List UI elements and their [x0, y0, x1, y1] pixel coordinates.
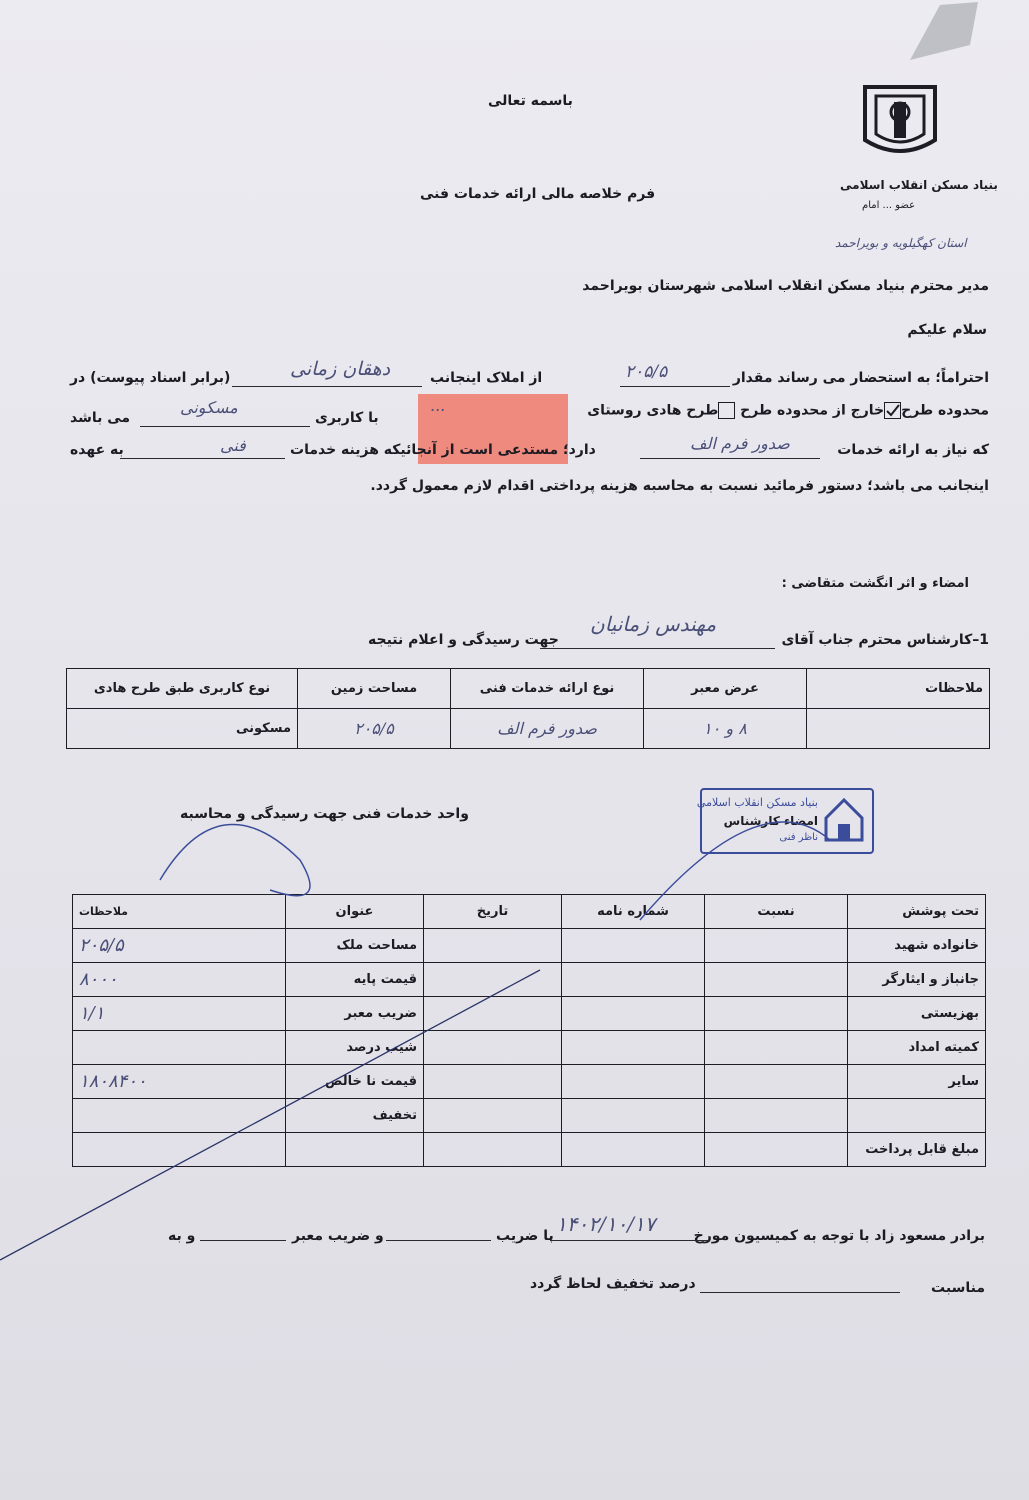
table2-left-label: مبلغ قابل پرداخت: [848, 1133, 986, 1167]
land-info-table: [66, 668, 990, 749]
line3-cost-field[interactable]: [120, 458, 285, 459]
bismillah: باسمه تعالی: [488, 93, 573, 109]
footer-line1-b: با ضریب: [496, 1228, 554, 1244]
commission-date-value: ۱۴۰۲/۱۰/۱۷: [556, 1212, 656, 1236]
table1-cell: ۲۰۵/۵: [298, 709, 451, 749]
table2-mid-label: ضریب معبر: [286, 997, 424, 1031]
logo-province: استان کهگیلویه و بویراحمد: [835, 236, 967, 250]
table2-header: تاریخ: [424, 895, 562, 929]
table2-left-label: خانواده شهید: [848, 929, 986, 963]
checkbox-rural-plan[interactable]: [718, 402, 735, 419]
reason-field[interactable]: [700, 1292, 900, 1293]
line2-village-value: ...: [430, 396, 446, 415]
footer-line1-a: برادر مسعود زاد با توجه به کمیسیون مورخ: [693, 1228, 985, 1244]
table2-mid-label: مساحت ملک: [286, 929, 424, 963]
line1-owner-value: دهقان زمانی: [290, 358, 391, 380]
table2-mid-label: شیب درصد: [286, 1031, 424, 1065]
line2-text-e: می باشد: [70, 410, 131, 426]
line3-text-a: که نیاز به ارائه خدمات: [837, 442, 989, 458]
stamp-text: بنیاد مسکن انقلاب اسلامی: [696, 796, 818, 809]
checkbox-outside-area[interactable]: [884, 402, 901, 419]
table1-cell: صدور فرم الف: [451, 709, 644, 749]
table1-cell: ۸ و ۱۰: [644, 709, 807, 749]
table2-header: ملاحظات: [73, 895, 286, 929]
line2-text-d: با کاربری: [315, 410, 379, 426]
foundation-logo-icon: [860, 82, 940, 162]
line1-text-a: احتراماً؛ به استحضار می رساند مقدار: [732, 370, 989, 386]
line1-text-b: از املاک اینجانب: [430, 370, 543, 386]
line1-amount-field[interactable]: [620, 386, 730, 387]
table2-mid-label: قیمت پایه: [286, 963, 424, 997]
signature-scrawls: [0, 740, 1029, 1280]
line2-usage-value: مسکونی: [180, 398, 238, 417]
table2-mid-label: قیمت نا خالص: [286, 1065, 424, 1099]
stamp-label: امضاء کارشناس: [723, 814, 818, 828]
expert-line-suffix: جهت رسیدگی و اعلام نتیجه: [368, 632, 559, 648]
table1-header: نوع کاربری طبق طرح هادی: [67, 669, 298, 709]
table2-value: ۲۰۵/۵: [73, 929, 286, 963]
table1-header: عرض معبر: [644, 669, 807, 709]
table2-value: ۱/۱: [73, 997, 286, 1031]
table1-cell: مسکونی: [67, 709, 298, 749]
line1-amount-value: ۲۰۵/۵: [625, 362, 668, 382]
check-mark-icon: [885, 403, 900, 418]
line3-service-field[interactable]: [640, 458, 820, 459]
table2-value: ۸۰۰۰: [73, 963, 286, 997]
table2-header: نسبت: [705, 895, 848, 929]
table2-value: ۱۸۰۸۴۰۰: [73, 1065, 286, 1099]
table2-header: شماره نامه: [562, 895, 705, 929]
line3-cost-value: فنی: [220, 436, 246, 455]
line4-text: اینجانب می باشد؛ دستور فرمائید نسبت به محاسبه هزینه پرداختی اقدام لازم معمول گردد.: [370, 478, 989, 494]
line2-text-a: محدوده طرح خارج از محدوده طرح طرح هادی روستای: [587, 402, 989, 419]
logo-name: بنیاد مسکن انقلاب اسلامی: [840, 178, 998, 192]
line3-text-c: به عهده: [70, 442, 124, 458]
line1-owner-field[interactable]: [232, 386, 422, 387]
applicant-signature-label: امضاء و اثر انگشت متقاضی :: [781, 576, 969, 591]
torn-corner: [900, 0, 980, 70]
table1-header: ملاحظات: [807, 669, 990, 709]
line3-text-b: دارد؛ مستدعی است از آنجائیکه هزینه خدمات: [290, 442, 596, 458]
technical-unit-label: واحد خدمات فنی جهت رسیدگی و محاسبه: [180, 806, 469, 822]
greeting: سلام علیکم: [907, 322, 987, 338]
stamp-subtext: ناظر فنی: [779, 832, 818, 843]
footer-line2-b: درصد تخفیف لحاظ گردد: [530, 1276, 696, 1292]
table2-mid-label: تخفیف: [286, 1099, 424, 1133]
line1-text-c: (برابر اسناد پیوست) در: [70, 370, 231, 386]
logo-subtext: عضو ... امام: [862, 200, 916, 211]
logo: [860, 82, 940, 162]
table2-left-label: سایر: [848, 1065, 986, 1099]
table2-header: عنوان: [286, 895, 424, 929]
expert-name-value: مهندس زمانیان: [590, 612, 717, 636]
line3-service-value: صدور فرم الف: [690, 434, 790, 453]
footer-line2-a: مناسبت: [931, 1280, 985, 1296]
table1-header: مساحت زمین: [298, 669, 451, 709]
page-title: فرم خلاصه مالی ارائه خدمات فنی: [420, 186, 656, 202]
footer-line1-d: و به: [168, 1228, 196, 1244]
table1-header: نوع ارائه خدمات فنی: [451, 669, 644, 709]
footer-line1-c: و ضریب معبر: [292, 1228, 384, 1244]
table2-left-label: جانباز و ایثارگر: [848, 963, 986, 997]
line2-usage-field[interactable]: [140, 426, 310, 427]
expert-name-field[interactable]: [540, 648, 775, 649]
expert-line-prefix: 1–کارشناس محترم جناب آقای: [781, 632, 989, 648]
table2-left-label: کمیته امداد: [848, 1031, 986, 1065]
addressee: مدیر محترم بنیاد مسکن انقلاب اسلامی شهرستان بویراحمد: [582, 278, 989, 294]
table2-header: تحت پوشش: [848, 895, 986, 929]
table2-left-label: بهزیستی: [848, 997, 986, 1031]
